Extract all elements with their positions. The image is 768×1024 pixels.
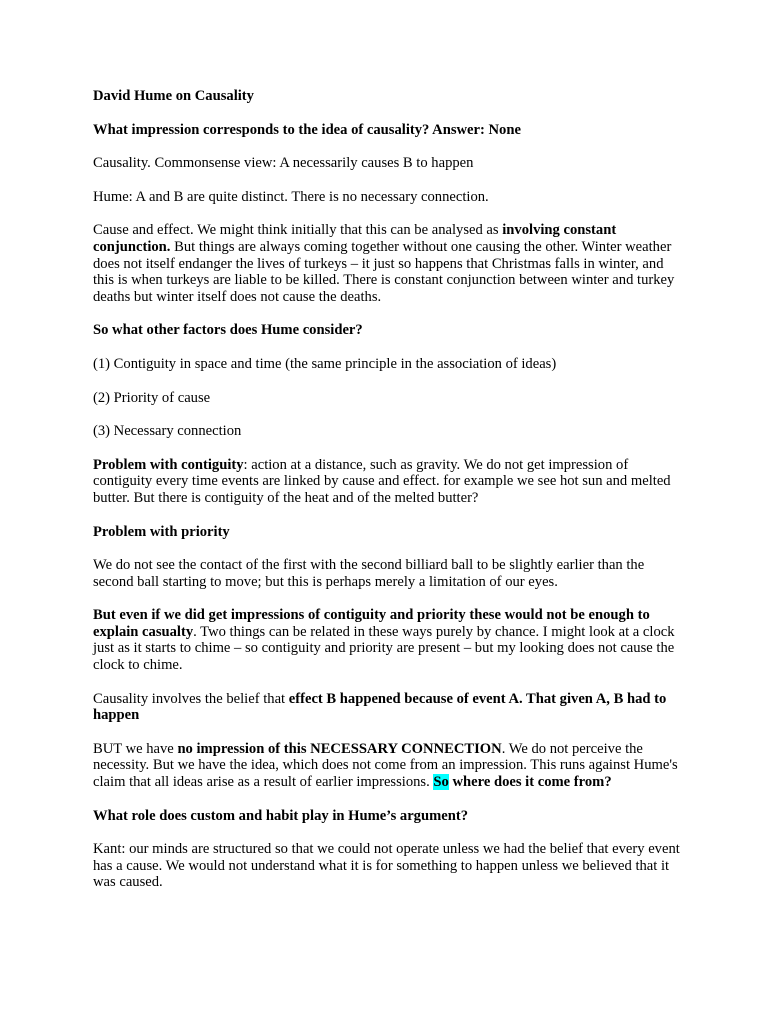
heading-custom-habit: What role does custom and habit play in Hume’s argument? [93, 807, 469, 824]
document-page [93, 88, 683, 908]
highlighted-word: So [433, 774, 449, 791]
paragraph-constant-conjunction: Cause and effect. We might think initially that this can be analysed as involving constant conjunction. But things are always coming together without one causing the other. Winter weather does not itself endanger the lives of turkeys – it just so happens that Christmas falls in winter, and this is when turkeys are liable to be killed. There is constant conjunction between winter and turkey deaths but winter itself does not cause the deaths. [93, 222, 675, 305]
document-title: David Hume on Causality [93, 88, 254, 104]
factor-contiguity: (1) Contiguity in space and time (the same principle in the association of ideas) [93, 355, 557, 372]
paragraph-commonsense: Causality. Commonsense view: A necessarily causes B to happen [93, 155, 474, 172]
heading-other-factors: So what other factors does Hume consider? [93, 322, 363, 339]
paragraph-necessary-connection: BUT we have no impression of this NECESSARY CONNECTION. We do not perceive the necessity. But we have the idea, which does not come from an impression. This runs against Hume's claim that all ideas arise as a result of earlier impressions. So where does it come from? [93, 740, 678, 791]
paragraph-problem-contiguity: Problem with contiguity: action at a distance, such as gravity. We do not get impression of contiguity every time events are linked by cause and effect. for example we see hot sun and melted butter. But there is contiguity of the heat and of the melted butter? [93, 456, 671, 506]
heading-problem-priority: Problem with priority [93, 523, 230, 540]
paragraph-billiard-ball: We do not see the contact of the first with the second billiard ball to be slightly earlier than the second ball starting to move; but this is perhaps merely a limitation of our eyes. [93, 557, 645, 590]
factor-priority: (2) Priority of cause [93, 389, 211, 406]
paragraph-kant: Kant: our minds are structured so that we could not operate unless we had the belief that every event has a cause. We would not understand what it is for something to happen unless we believed that it was caused. [93, 841, 680, 891]
factor-necessary-connection: (3) Necessary connection [93, 423, 242, 440]
paragraph-causality-belief: Causality involves the belief that effect B happened because of event A. That given A, B had to happen [93, 690, 667, 724]
paragraph-not-enough: But even if we did get impressions of contiguity and priority these would not be enough to explain casualty. Two things can be related in these ways purely by chance. I might look at a clock just as it starts to chime – so contiguity and priority are present – but my looking does not cause the clock to chime. [93, 607, 675, 674]
paragraph-hume-distinct: Hume: A and B are quite distinct. There is no necessary connection. [93, 188, 489, 205]
key-question: What impression corresponds to the idea of causality? Answer: None [93, 121, 521, 138]
